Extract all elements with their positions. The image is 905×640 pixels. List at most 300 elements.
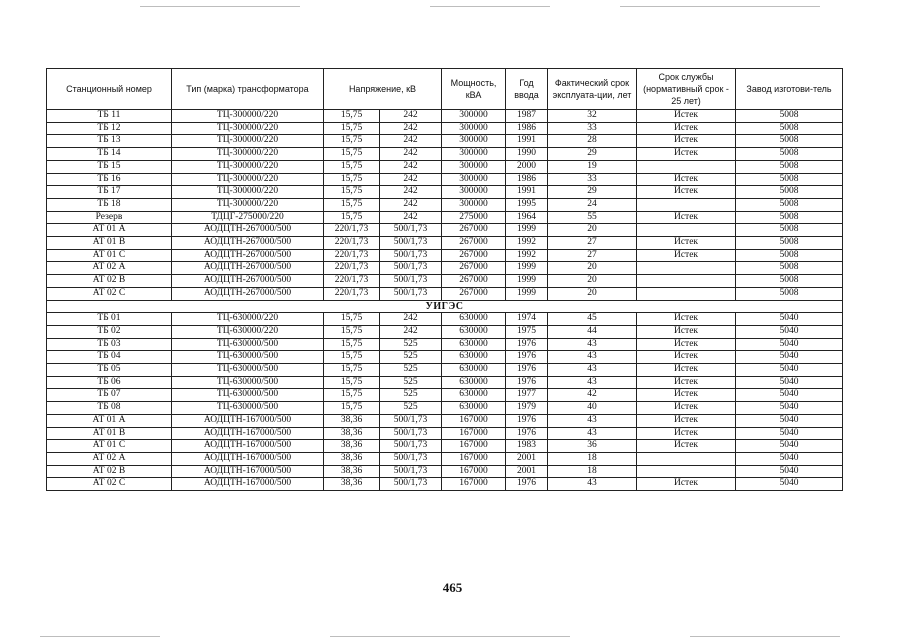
cell-transformer-type: ТЦ-300000/220 — [172, 148, 324, 161]
cell-station-number: ТБ 16 — [47, 173, 172, 186]
cell-transformer-type: АОДЦТН-267000/500 — [172, 237, 324, 250]
scan-artifact-line — [330, 636, 570, 637]
table-row — [47, 211, 843, 224]
cell-actual-life: 29 — [548, 148, 637, 161]
header-transformer-type: Тип (марка) трансформатора — [172, 69, 324, 110]
cell-voltage-high: 525 — [380, 351, 442, 364]
cell-power: 300000 — [442, 110, 506, 123]
cell-actual-life: 29 — [548, 186, 637, 199]
cell-station-number: ТБ 12 — [47, 122, 172, 135]
cell-factory: 5040 — [736, 427, 843, 440]
cell-station-number: ТБ 04 — [47, 351, 172, 364]
cell-voltage-low: 15,75 — [324, 338, 380, 351]
cell-transformer-type: ТЦ-630000/500 — [172, 338, 324, 351]
cell-voltage-high: 242 — [380, 173, 442, 186]
cell-voltage-low: 15,75 — [324, 160, 380, 173]
cell-factory: 5008 — [736, 198, 843, 211]
table-row — [47, 389, 843, 402]
cell-voltage-low: 15,75 — [324, 313, 380, 326]
cell-power: 267000 — [442, 249, 506, 262]
cell-transformer-type: ТЦ-630000/220 — [172, 325, 324, 338]
cell-voltage-high: 242 — [380, 122, 442, 135]
cell-station-number: ТБ 07 — [47, 389, 172, 402]
cell-power: 167000 — [442, 465, 506, 478]
table-row — [47, 376, 843, 389]
cell-actual-life: 27 — [548, 249, 637, 262]
header-actual-service-life: Фактический срок эксплуата-ции, лет — [548, 69, 637, 110]
cell-power: 630000 — [442, 376, 506, 389]
cell-factory: 5040 — [736, 376, 843, 389]
cell-power: 630000 — [442, 364, 506, 377]
cell-service-status: Истек — [637, 376, 736, 389]
cell-voltage-low: 38,36 — [324, 465, 380, 478]
scan-artifact-line — [690, 636, 840, 637]
table-header-row — [47, 69, 843, 110]
cell-power: 630000 — [442, 325, 506, 338]
table-body — [47, 110, 843, 491]
cell-power: 300000 — [442, 173, 506, 186]
table-row — [47, 186, 843, 199]
cell-voltage-high: 500/1,73 — [380, 465, 442, 478]
cell-year: 1976 — [506, 338, 548, 351]
cell-actual-life: 43 — [548, 364, 637, 377]
cell-station-number: ТБ 08 — [47, 402, 172, 415]
cell-year: 1977 — [506, 389, 548, 402]
cell-year: 1979 — [506, 402, 548, 415]
cell-voltage-low: 15,75 — [324, 110, 380, 123]
cell-service-status: Истек — [637, 402, 736, 415]
cell-voltage-high: 242 — [380, 198, 442, 211]
cell-service-status: Истек — [637, 173, 736, 186]
cell-transformer-type: АОДЦТН-267000/500 — [172, 262, 324, 275]
cell-year: 1976 — [506, 427, 548, 440]
table-row — [47, 249, 843, 262]
cell-station-number: АТ 02 В — [47, 275, 172, 288]
cell-actual-life: 40 — [548, 402, 637, 415]
table-row — [47, 122, 843, 135]
cell-voltage-low: 220/1,73 — [324, 262, 380, 275]
cell-station-number: АТ 02 С — [47, 287, 172, 300]
cell-actual-life: 19 — [548, 160, 637, 173]
cell-year: 1999 — [506, 262, 548, 275]
cell-factory: 5008 — [736, 237, 843, 250]
cell-transformer-type: АОДЦТН-267000/500 — [172, 249, 324, 262]
cell-service-status — [637, 262, 736, 275]
cell-voltage-low: 15,75 — [324, 389, 380, 402]
table-row — [47, 325, 843, 338]
table-row — [47, 364, 843, 377]
cell-transformer-type: АОДЦТН-167000/500 — [172, 465, 324, 478]
cell-voltage-low: 15,75 — [324, 186, 380, 199]
cell-transformer-type: ТЦ-630000/500 — [172, 364, 324, 377]
cell-station-number: АТ 01 А — [47, 224, 172, 237]
cell-service-status: Истек — [637, 427, 736, 440]
cell-transformer-type: АОДЦТН-167000/500 — [172, 440, 324, 453]
cell-voltage-low: 220/1,73 — [324, 275, 380, 288]
cell-voltage-low: 15,75 — [324, 122, 380, 135]
cell-station-number: ТБ 01 — [47, 313, 172, 326]
cell-year: 2000 — [506, 160, 548, 173]
cell-power: 167000 — [442, 440, 506, 453]
cell-transformer-type: АОДЦТН-267000/500 — [172, 287, 324, 300]
page-number: 465 — [442, 580, 463, 595]
cell-station-number: ТБ 11 — [47, 110, 172, 123]
cell-actual-life: 44 — [548, 325, 637, 338]
cell-factory: 5008 — [736, 211, 843, 224]
cell-voltage-high: 500/1,73 — [380, 478, 442, 491]
table-row — [47, 478, 843, 491]
cell-station-number: АТ 02 С — [47, 478, 172, 491]
cell-service-status: Истек — [637, 110, 736, 123]
cell-service-status — [637, 452, 736, 465]
cell-factory: 5040 — [736, 402, 843, 415]
cell-year: 1986 — [506, 122, 548, 135]
cell-transformer-type: АОДЦТН-167000/500 — [172, 427, 324, 440]
cell-service-status: Истек — [637, 440, 736, 453]
cell-voltage-high: 500/1,73 — [380, 262, 442, 275]
cell-service-status: Истек — [637, 478, 736, 491]
cell-station-number: Резерв — [47, 211, 172, 224]
cell-voltage-high: 525 — [380, 389, 442, 402]
cell-service-status: Истек — [637, 389, 736, 402]
table-row — [47, 465, 843, 478]
cell-year: 1991 — [506, 186, 548, 199]
cell-transformer-type: ТЦ-300000/220 — [172, 173, 324, 186]
cell-power: 630000 — [442, 313, 506, 326]
cell-voltage-high: 242 — [380, 148, 442, 161]
cell-year: 1976 — [506, 351, 548, 364]
cell-actual-life: 45 — [548, 313, 637, 326]
cell-year: 1976 — [506, 478, 548, 491]
cell-factory: 5008 — [736, 275, 843, 288]
cell-actual-life: 24 — [548, 198, 637, 211]
cell-power: 267000 — [442, 224, 506, 237]
header-year: Год ввода — [506, 69, 548, 110]
table-row — [47, 110, 843, 123]
cell-year: 1991 — [506, 135, 548, 148]
cell-actual-life: 43 — [548, 427, 637, 440]
cell-power: 167000 — [442, 414, 506, 427]
cell-power: 167000 — [442, 427, 506, 440]
cell-power: 275000 — [442, 211, 506, 224]
table-row — [47, 452, 843, 465]
table-row — [47, 351, 843, 364]
cell-transformer-type: АОДЦТН-167000/500 — [172, 414, 324, 427]
cell-station-number: ТБ 05 — [47, 364, 172, 377]
cell-power: 267000 — [442, 262, 506, 275]
table-row — [47, 224, 843, 237]
cell-year: 2001 — [506, 452, 548, 465]
cell-actual-life: 28 — [548, 135, 637, 148]
cell-power: 300000 — [442, 160, 506, 173]
table-row — [47, 402, 843, 415]
cell-station-number: ТБ 13 — [47, 135, 172, 148]
cell-service-status: Истек — [637, 122, 736, 135]
cell-voltage-high: 500/1,73 — [380, 249, 442, 262]
cell-voltage-high: 242 — [380, 135, 442, 148]
cell-voltage-high: 525 — [380, 364, 442, 377]
cell-voltage-low: 15,75 — [324, 376, 380, 389]
cell-factory: 5008 — [736, 148, 843, 161]
cell-factory: 5008 — [736, 224, 843, 237]
cell-factory: 5040 — [736, 325, 843, 338]
cell-factory: 5008 — [736, 262, 843, 275]
cell-factory: 5040 — [736, 351, 843, 364]
cell-year: 1976 — [506, 376, 548, 389]
cell-voltage-high: 500/1,73 — [380, 414, 442, 427]
header-station-number: Станционный номер — [47, 69, 172, 110]
cell-factory: 5008 — [736, 173, 843, 186]
table-row — [47, 440, 843, 453]
cell-actual-life: 43 — [548, 414, 637, 427]
cell-service-status: Истек — [637, 364, 736, 377]
cell-station-number: ТБ 17 — [47, 186, 172, 199]
cell-transformer-type: ТЦ-300000/220 — [172, 122, 324, 135]
cell-factory: 5008 — [736, 122, 843, 135]
scan-artifact-line — [140, 6, 300, 7]
cell-power: 630000 — [442, 338, 506, 351]
cell-voltage-high: 242 — [380, 211, 442, 224]
cell-factory: 5008 — [736, 110, 843, 123]
cell-factory: 5008 — [736, 135, 843, 148]
cell-voltage-low: 38,36 — [324, 452, 380, 465]
cell-year: 1992 — [506, 237, 548, 250]
cell-factory: 5040 — [736, 452, 843, 465]
cell-voltage-low: 220/1,73 — [324, 249, 380, 262]
cell-voltage-high: 525 — [380, 338, 442, 351]
cell-transformer-type: ТЦ-630000/500 — [172, 402, 324, 415]
cell-power: 300000 — [442, 198, 506, 211]
cell-actual-life: 43 — [548, 376, 637, 389]
cell-power: 267000 — [442, 275, 506, 288]
cell-actual-life: 27 — [548, 237, 637, 250]
cell-station-number: ТБ 14 — [47, 148, 172, 161]
table-row — [47, 160, 843, 173]
cell-year: 1983 — [506, 440, 548, 453]
cell-voltage-low: 15,75 — [324, 173, 380, 186]
cell-voltage-high: 525 — [380, 376, 442, 389]
cell-transformer-type: ТЦ-300000/220 — [172, 198, 324, 211]
cell-voltage-low: 15,75 — [324, 135, 380, 148]
cell-power: 630000 — [442, 389, 506, 402]
cell-service-status: Истек — [637, 186, 736, 199]
table-row — [47, 135, 843, 148]
cell-station-number: ТБ 02 — [47, 325, 172, 338]
cell-voltage-high: 500/1,73 — [380, 427, 442, 440]
cell-service-status — [637, 275, 736, 288]
cell-service-status: Истек — [637, 237, 736, 250]
cell-actual-life: 36 — [548, 440, 637, 453]
scan-artifact-line — [430, 6, 550, 7]
cell-transformer-type: ТЦ-300000/220 — [172, 186, 324, 199]
cell-voltage-low: 38,36 — [324, 440, 380, 453]
table-row — [47, 287, 843, 300]
cell-service-status — [637, 160, 736, 173]
cell-year: 1976 — [506, 364, 548, 377]
cell-transformer-type: АОДЦТН-167000/500 — [172, 478, 324, 491]
cell-service-status: Истек — [637, 148, 736, 161]
cell-voltage-low: 15,75 — [324, 198, 380, 211]
cell-service-status: Истек — [637, 338, 736, 351]
cell-year: 1999 — [506, 224, 548, 237]
scan-artifact-line — [40, 636, 160, 637]
cell-power: 300000 — [442, 122, 506, 135]
table-row — [47, 237, 843, 250]
header-power: Мощность, кВА — [442, 69, 506, 110]
cell-power: 300000 — [442, 186, 506, 199]
cell-year: 1995 — [506, 198, 548, 211]
cell-year: 1975 — [506, 325, 548, 338]
cell-voltage-high: 500/1,73 — [380, 237, 442, 250]
cell-voltage-low: 15,75 — [324, 325, 380, 338]
cell-power: 300000 — [442, 148, 506, 161]
header-service-life: Срок службы (нормативный срок - 25 лет) — [637, 69, 736, 110]
cell-factory: 5040 — [736, 364, 843, 377]
cell-factory: 5008 — [736, 160, 843, 173]
cell-factory: 5040 — [736, 478, 843, 491]
cell-actual-life: 20 — [548, 287, 637, 300]
cell-transformer-type: ТЦ-300000/220 — [172, 135, 324, 148]
cell-voltage-low: 38,36 — [324, 427, 380, 440]
cell-station-number: ТБ 06 — [47, 376, 172, 389]
cell-actual-life: 43 — [548, 338, 637, 351]
cell-station-number: АТ 01 С — [47, 249, 172, 262]
cell-voltage-low: 220/1,73 — [324, 287, 380, 300]
table-row — [47, 262, 843, 275]
cell-station-number: АТ 02 А — [47, 452, 172, 465]
section-title: УИГЭС — [47, 300, 843, 313]
cell-transformer-type: АОДЦТН-167000/500 — [172, 452, 324, 465]
cell-year: 2001 — [506, 465, 548, 478]
cell-transformer-type: ТЦ-630000/500 — [172, 376, 324, 389]
cell-year: 1976 — [506, 414, 548, 427]
cell-power: 167000 — [442, 452, 506, 465]
section-row — [47, 300, 843, 313]
cell-service-status — [637, 287, 736, 300]
table-row — [47, 427, 843, 440]
cell-year: 1974 — [506, 313, 548, 326]
cell-station-number: ТБ 18 — [47, 198, 172, 211]
cell-power: 630000 — [442, 351, 506, 364]
transformers-table — [46, 68, 843, 491]
cell-voltage-low: 38,36 — [324, 478, 380, 491]
cell-transformer-type: ТДЦГ-275000/220 — [172, 211, 324, 224]
cell-factory: 5040 — [736, 414, 843, 427]
cell-transformer-type: ТЦ-300000/220 — [172, 110, 324, 123]
cell-voltage-low: 15,75 — [324, 402, 380, 415]
table-row — [47, 414, 843, 427]
cell-transformer-type: ТЦ-630000/500 — [172, 351, 324, 364]
cell-voltage-high: 242 — [380, 186, 442, 199]
cell-actual-life: 33 — [548, 122, 637, 135]
cell-actual-life: 32 — [548, 110, 637, 123]
cell-service-status: Истек — [637, 135, 736, 148]
cell-actual-life: 20 — [548, 275, 637, 288]
cell-transformer-type: ТЦ-630000/500 — [172, 389, 324, 402]
cell-actual-life: 42 — [548, 389, 637, 402]
cell-power: 267000 — [442, 287, 506, 300]
header-voltage: Напряжение, кВ — [324, 69, 442, 110]
cell-actual-life: 43 — [548, 478, 637, 491]
cell-factory: 5008 — [736, 287, 843, 300]
cell-voltage-low: 220/1,73 — [324, 237, 380, 250]
cell-voltage-low: 15,75 — [324, 351, 380, 364]
cell-transformer-type: ТЦ-630000/220 — [172, 313, 324, 326]
cell-factory: 5040 — [736, 313, 843, 326]
cell-factory: 5040 — [736, 338, 843, 351]
cell-power: 630000 — [442, 402, 506, 415]
cell-voltage-high: 500/1,73 — [380, 287, 442, 300]
cell-voltage-high: 242 — [380, 160, 442, 173]
cell-service-status: Истек — [637, 325, 736, 338]
cell-service-status: Истек — [637, 351, 736, 364]
cell-voltage-low: 220/1,73 — [324, 224, 380, 237]
cell-station-number: АТ 02 А — [47, 262, 172, 275]
cell-service-status: Истек — [637, 211, 736, 224]
cell-service-status: Истек — [637, 313, 736, 326]
table-row — [47, 313, 843, 326]
table-row — [47, 173, 843, 186]
cell-power: 300000 — [442, 135, 506, 148]
table-row — [47, 338, 843, 351]
table-row — [47, 148, 843, 161]
cell-actual-life: 20 — [548, 224, 637, 237]
cell-voltage-high: 500/1,73 — [380, 440, 442, 453]
cell-factory: 5040 — [736, 465, 843, 478]
cell-year: 1964 — [506, 211, 548, 224]
cell-actual-life: 55 — [548, 211, 637, 224]
cell-voltage-low: 15,75 — [324, 148, 380, 161]
table-row — [47, 198, 843, 211]
cell-voltage-high: 242 — [380, 325, 442, 338]
cell-voltage-low: 15,75 — [324, 364, 380, 377]
cell-station-number: АТ 01 В — [47, 427, 172, 440]
cell-voltage-high: 500/1,73 — [380, 224, 442, 237]
cell-voltage-high: 500/1,73 — [380, 452, 442, 465]
cell-year: 1992 — [506, 249, 548, 262]
cell-transformer-type: АОДЦТН-267000/500 — [172, 275, 324, 288]
cell-actual-life: 43 — [548, 351, 637, 364]
cell-service-status: Истек — [637, 414, 736, 427]
cell-voltage-low: 15,75 — [324, 211, 380, 224]
cell-station-number: АТ 01 С — [47, 440, 172, 453]
cell-voltage-low: 38,36 — [324, 414, 380, 427]
cell-voltage-high: 525 — [380, 402, 442, 415]
cell-power: 267000 — [442, 237, 506, 250]
cell-year: 1987 — [506, 110, 548, 123]
cell-year: 1999 — [506, 275, 548, 288]
cell-service-status — [637, 465, 736, 478]
cell-year: 1990 — [506, 148, 548, 161]
cell-voltage-high: 500/1,73 — [380, 275, 442, 288]
cell-year: 1986 — [506, 173, 548, 186]
cell-actual-life: 18 — [548, 465, 637, 478]
cell-actual-life: 20 — [548, 262, 637, 275]
cell-transformer-type: АОДЦТН-267000/500 — [172, 224, 324, 237]
cell-factory: 5008 — [736, 249, 843, 262]
cell-station-number: АТ 02 В — [47, 465, 172, 478]
cell-station-number: АТ 01 А — [47, 414, 172, 427]
cell-service-status — [637, 224, 736, 237]
cell-transformer-type: ТЦ-300000/220 — [172, 160, 324, 173]
cell-station-number: ТБ 15 — [47, 160, 172, 173]
cell-station-number: ТБ 03 — [47, 338, 172, 351]
header-factory: Завод изготови-тель — [736, 69, 843, 110]
cell-service-status — [637, 198, 736, 211]
cell-actual-life: 33 — [548, 173, 637, 186]
cell-power: 167000 — [442, 478, 506, 491]
cell-station-number: АТ 01 В — [47, 237, 172, 250]
